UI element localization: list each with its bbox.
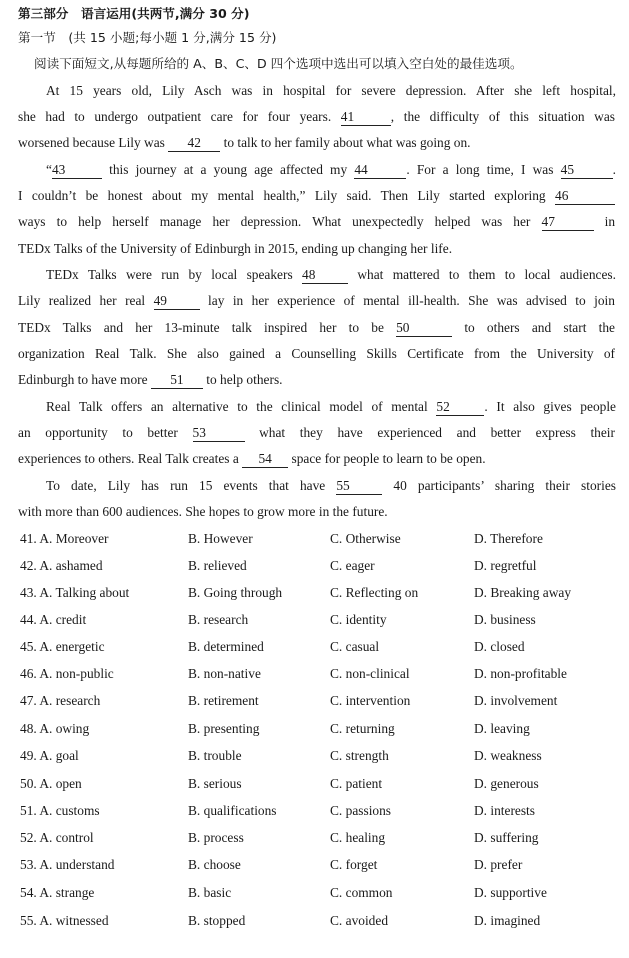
passage-line: Lily realized her real 49 lay in her experience of mental ill-health. She was advised to join [18, 293, 615, 308]
option-d: D. involvement [474, 693, 558, 708]
option-a: 49. A. goal [20, 748, 79, 763]
option-a: 46. A. non-public [20, 666, 114, 681]
option-a: 43. A. Talking about [20, 585, 130, 600]
blank-41: 41 [341, 108, 391, 126]
blank-50: 50 [396, 319, 452, 337]
option-a: 50. A. open [20, 776, 82, 791]
blank-47: 47 [542, 213, 594, 231]
option-b: B. trouble [188, 748, 242, 763]
option-a: 41. A. Moreover [20, 531, 109, 546]
passage-line: “43 this journey at a young age affected my 44 . For a long time, I was 45 . [46, 162, 616, 177]
option-c: C. identity [330, 612, 387, 627]
option-d: D. interests [474, 803, 535, 818]
passage-line: Real Talk offers an alternative to the clinical model of mental 52 . It also gives people [46, 399, 616, 414]
option-b: B. presenting [188, 721, 260, 736]
option-d: D. generous [474, 776, 539, 791]
option-a: 45. A. energetic [20, 639, 105, 654]
option-c: C. forget [330, 857, 378, 872]
option-d: D. business [474, 612, 536, 627]
passage-line: worsened because Lily was 42 to talk to her family about what was going on. [18, 135, 471, 150]
instruction: 阅读下面短文,从每题所给的 A、B、C、D 四个选项中选出可以填入空白处的最佳选项。 [34, 56, 523, 71]
passage-line: Edinburgh to have more 51 to help others. [18, 372, 283, 387]
option-d: D. closed [474, 639, 525, 654]
option-b: B. However [188, 531, 253, 546]
option-b: B. stopped [188, 913, 246, 928]
option-a: 42. A. ashamed [20, 558, 103, 573]
blank-44: 44 [354, 161, 406, 179]
option-a: 55. A. witnessed [20, 913, 109, 928]
option-d: D. leaving [474, 721, 530, 736]
option-d: D. suffering [474, 830, 539, 845]
option-c: C. common [330, 885, 393, 900]
section-title: 第三部分 语言运用(共两节,满分 30 分) [18, 6, 250, 21]
option-d: D. prefer [474, 857, 523, 872]
blank-53: 53 [193, 424, 245, 442]
blank-49: 49 [154, 292, 200, 310]
option-c: C. intervention [330, 693, 411, 708]
option-c: C. non-clinical [330, 666, 410, 681]
blank-43: 43 [52, 161, 102, 179]
option-b: B. serious [188, 776, 242, 791]
option-c: C. patient [330, 776, 383, 791]
passage-line: she had to undergo outpatient care for four years. 41 , the difficulty of this situation was [18, 109, 615, 124]
passage-line: TEDx Talks were run by local speakers 48 what mattered to them to local audiences. [46, 267, 616, 282]
option-a: 47. A. research [20, 693, 101, 708]
option-c: C. Reflecting on [330, 585, 419, 600]
passage-line: At 15 years old, Lily Asch was in hospital for severe depression. After she left hospital, [46, 83, 616, 98]
option-c: C. Otherwise [330, 531, 401, 546]
option-b: B. basic [188, 885, 232, 900]
option-c: C. eager [330, 558, 375, 573]
passage-line: experiences to others. Real Talk creates a 54 space for people to learn to be open. [18, 451, 486, 466]
option-c: C. strength [330, 748, 389, 763]
option-d: D. regretful [474, 558, 537, 573]
option-a: 54. A. strange [20, 885, 95, 900]
option-b: B. process [188, 830, 244, 845]
option-b: B. non-native [188, 666, 261, 681]
option-d: D. imagined [474, 913, 541, 928]
passage-line: TEDx Talks of the University of Edinburgh in 2015, ending up changing her life. [18, 241, 453, 256]
option-c: C. healing [330, 830, 386, 845]
option-c: C. avoided [330, 913, 389, 928]
option-a: 44. A. credit [20, 612, 87, 627]
blank-45: 45 [561, 161, 613, 179]
passage-line: To date, Lily has run 15 events that have 55 40 participants’ sharing their stories [46, 478, 616, 493]
blank-55: 55 [336, 477, 382, 495]
blank-52: 52 [436, 398, 484, 416]
passage-line: an opportunity to better 53 what they have experienced and better express their [18, 425, 615, 440]
option-a: 48. A. owing [20, 721, 90, 736]
option-a: 51. A. customs [20, 803, 100, 818]
option-a: 52. A. control [20, 830, 94, 845]
blank-51: 51 [151, 371, 203, 389]
option-b: B. relieved [188, 558, 247, 573]
subsection-title: 第一节 (共 15 小题;每小题 1 分,满分 15 分) [18, 30, 277, 45]
passage-line: ways to help herself manage her depression. What unexpectedly helped was her 47 in [18, 214, 615, 229]
option-c: C. passions [330, 803, 392, 818]
option-b: B. determined [188, 639, 264, 654]
option-b: B. choose [188, 857, 241, 872]
passage-line: organization Real Talk. She also gained a Counselling Skills Certificate from the University of [18, 346, 615, 361]
blank-48: 48 [302, 266, 348, 284]
option-d: D. weakness [474, 748, 542, 763]
option-d: D. supportive [474, 885, 547, 900]
option-a: 53. A. understand [20, 857, 115, 872]
passage-line: I couldn’t be honest about my mental health,” Lily said. Then Lily started exploring 46 [18, 186, 615, 206]
passage-line: TEDx Talks and her 13-minute talk inspired her to be 50 to others and start the [18, 320, 615, 335]
blank-42: 42 [168, 134, 220, 152]
option-d: D. Breaking away [474, 585, 572, 600]
option-c: C. casual [330, 639, 380, 654]
blank-46: 46 [555, 187, 615, 205]
blank-54: 54 [242, 450, 288, 468]
option-d: D. Therefore [474, 531, 543, 546]
option-c: C. returning [330, 721, 395, 736]
option-d: D. non-profitable [474, 666, 567, 681]
option-b: B. research [188, 612, 249, 627]
option-b: B. Going through [188, 585, 283, 600]
option-b: B. qualifications [188, 803, 277, 818]
passage-line: with more than 600 audiences. She hopes to grow more in the future. [18, 504, 388, 519]
option-b: B. retirement [188, 693, 259, 708]
